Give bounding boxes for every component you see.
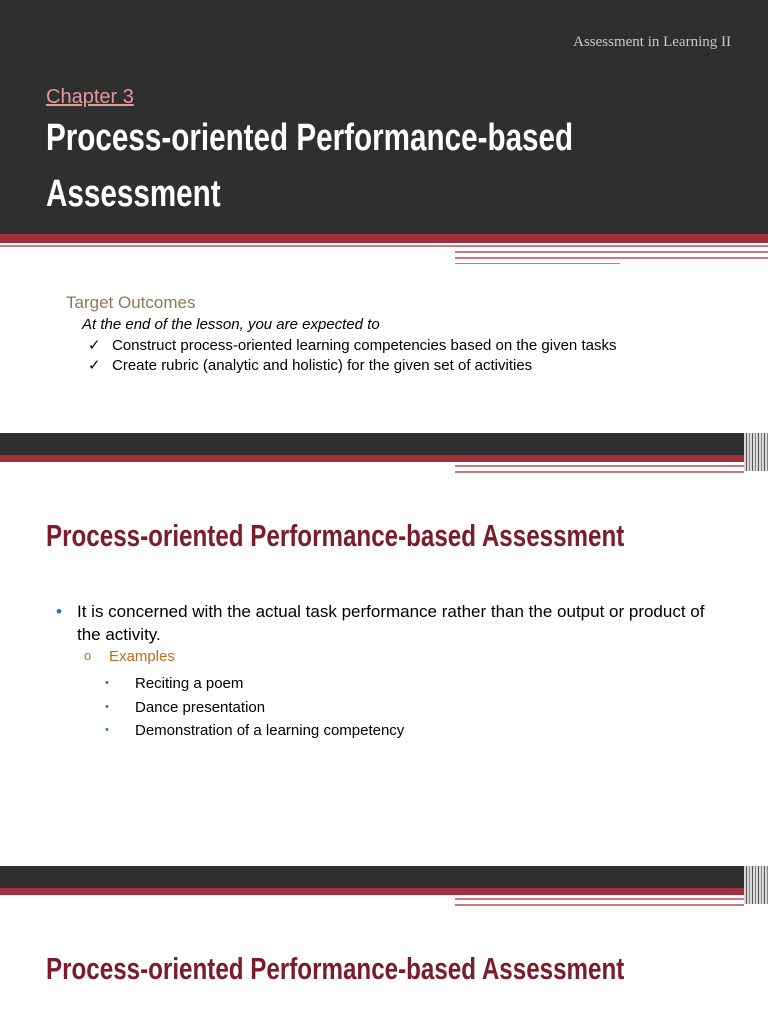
- accent-line: [455, 263, 620, 264]
- course-label: Assessment in Learning II: [573, 34, 731, 50]
- title-line-1: Process-oriented Performance-based: [46, 117, 574, 159]
- bullet-icon: •: [105, 677, 109, 689]
- examples-list: [105, 672, 404, 743]
- list-item: [88, 336, 616, 356]
- slide-header: [0, 0, 768, 234]
- checkmark-icon: ✓: [88, 357, 101, 374]
- outcome-text: Construct process-oriented learning competencies based on the given tasks: [112, 337, 617, 354]
- outcomes-list: [88, 336, 616, 376]
- example-text: Dance presentation: [135, 698, 266, 716]
- section-title: Process-oriented Performance-based Assessment: [46, 518, 625, 553]
- list-item: [88, 356, 616, 376]
- circle-bullet-icon: o: [84, 648, 92, 663]
- bullet-icon: •: [56, 602, 62, 621]
- definition-bullet: [56, 600, 716, 646]
- red-accent-band: [0, 455, 744, 462]
- outcomes-intro: At the end of the lesson, you are expected to: [82, 316, 380, 333]
- outcome-text: Create rubric (analytic and holistic) for the given set of activities: [112, 357, 533, 374]
- target-outcomes-heading: Target Outcomes: [66, 293, 196, 312]
- section-title: Process-oriented Performance-based Assessment: [46, 951, 625, 986]
- list-item: [105, 696, 404, 720]
- accent-line: [0, 245, 768, 247]
- red-accent-band: [0, 888, 744, 895]
- accent-line: [455, 251, 768, 253]
- accent-line: [455, 257, 768, 259]
- example-text: Reciting a poem: [135, 675, 244, 692]
- barcode-decoration: [744, 866, 768, 904]
- list-item: [105, 672, 404, 696]
- red-accent-band: [0, 234, 768, 243]
- list-item: [105, 719, 404, 743]
- slide-separator-bar: [0, 433, 768, 455]
- barcode-decoration: [744, 433, 768, 471]
- example-text: Demonstration of a learning competency: [135, 722, 405, 739]
- bullet-icon: •: [105, 700, 109, 713]
- title-line-2: Assessment: [46, 173, 221, 215]
- chapter-label: Chapter 3: [46, 86, 134, 108]
- examples-label: Examples: [109, 648, 175, 665]
- accent-line: [455, 465, 744, 467]
- slide-title: [46, 110, 574, 222]
- accent-line: [455, 898, 744, 900]
- examples-heading: [84, 648, 175, 665]
- slide-separator-bar: [0, 866, 768, 888]
- accent-line: [455, 471, 744, 473]
- bullet-text: It is concerned with the actual task performance rather than the output or product of the activity.: [77, 602, 705, 644]
- checkmark-icon: ✓: [88, 337, 101, 354]
- bullet-icon: •: [105, 724, 109, 736]
- accent-line: [455, 904, 744, 906]
